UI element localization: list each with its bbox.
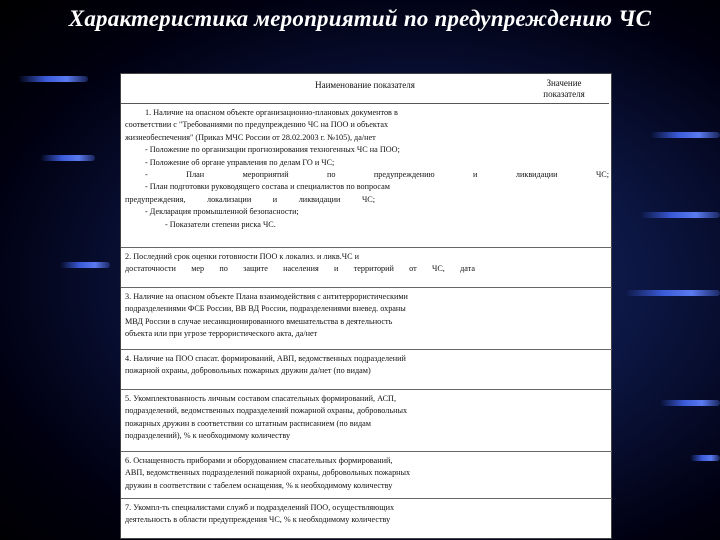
decor-stripe bbox=[650, 132, 720, 138]
decor-stripe bbox=[640, 212, 720, 218]
row-line: соответствии с "Требованиями по предупреждению ЧС на ПОО и объектах bbox=[125, 120, 389, 130]
row-line: - План подготовки руководящего состава и специалистов по вопросам bbox=[145, 182, 390, 192]
row-line: предупреждения, локализации и ликвидации ЧС; bbox=[125, 194, 375, 204]
row-line: 3. Наличие на опасном объекте Плана взаимодействия с антитеррористическими bbox=[125, 292, 408, 301]
row-line: 2. Последний срок оценки готовности ПОО к локализ. и ликв.ЧС и bbox=[125, 252, 359, 261]
indicator-table bbox=[120, 73, 612, 539]
row-line: пожарных дружин в соответствии со штатным расписанием (по видам bbox=[125, 418, 371, 428]
row-line: 4. Наличие на ПОО спасат. формирований, АВП, ведомственных подразделений bbox=[125, 354, 406, 363]
row-line: МВД России в случае несанкционированного вмешательства в деятельность bbox=[125, 316, 393, 326]
column-header-value: Значение показателя bbox=[543, 78, 585, 99]
decor-stripe bbox=[690, 455, 720, 461]
row-line: - Декларация промышленной безопасности; bbox=[145, 207, 299, 217]
row-line: АВП, ведомственных подразделений пожарной охраны, добровольных пожарных bbox=[125, 468, 411, 478]
row-line: подразделений, ведомственных подразделений пожарной охраны, добровольных bbox=[125, 406, 408, 416]
row-line: 6. Оснащенность приборами и оборудованием спасательных формирований, bbox=[125, 456, 393, 465]
row-line: - Показатели степени риска ЧС. bbox=[165, 219, 276, 229]
column-header-indicator: Наименование показателя bbox=[121, 74, 609, 104]
decor-stripe bbox=[660, 400, 720, 406]
row-line: 7. Укомпл-ть специалистами служб и подразделений ПОО, осуществляющих bbox=[125, 503, 395, 512]
row-line: 1. Наличие на опасном объекте организационно-плановых документов в bbox=[145, 108, 398, 117]
decor-stripe bbox=[60, 262, 110, 268]
slide-title: Характеристика мероприятий по предупреждению ЧС bbox=[68, 6, 652, 31]
row-line: - Положение по организации прогнозирования техногенных ЧС на ПОО; bbox=[145, 145, 400, 155]
row-line: достаточности мер по защите населения и территорий от ЧС, дата bbox=[125, 264, 475, 274]
row-line: 5. Укомплектованность личным составом спасательных формирований, АСП, bbox=[125, 394, 397, 403]
decor-stripe bbox=[40, 155, 95, 161]
table-row bbox=[121, 288, 612, 350]
table-row bbox=[121, 390, 612, 452]
table-row bbox=[121, 248, 612, 288]
row-line: пожарной охраны, добровольных пожарных дружин да/нет (по видам) bbox=[125, 366, 371, 376]
table-row bbox=[121, 452, 612, 499]
row-line: - План мероприятий по предупреждению и ликвидации ЧС; bbox=[145, 170, 609, 180]
decor-stripe bbox=[625, 290, 720, 296]
row-line: жизнеобеспечения" (Приказ МЧС России от 28.02.2003 г. №105), да/нет bbox=[125, 132, 376, 142]
decor-stripe bbox=[18, 76, 88, 82]
row-line: подразделений), % к необходимому количеству bbox=[125, 431, 291, 441]
row-line: деятельность в области предупреждения ЧС, % к необходимому количеству bbox=[125, 515, 391, 525]
table-row bbox=[121, 104, 612, 248]
table-row bbox=[121, 499, 612, 536]
row-line: подразделениями ФСБ России, ВВ ВД России, подразделениями вневед. охраны bbox=[125, 304, 406, 314]
row-line: - Положение об органе управления по делам ГО и ЧС; bbox=[145, 157, 335, 167]
row-line: дружин в соответствии с табелем оснащения, % к необходимому количеству bbox=[125, 480, 393, 490]
row-line: объекта или при угрозе террористического акта, да/нет bbox=[125, 329, 318, 339]
table-row bbox=[121, 350, 612, 390]
